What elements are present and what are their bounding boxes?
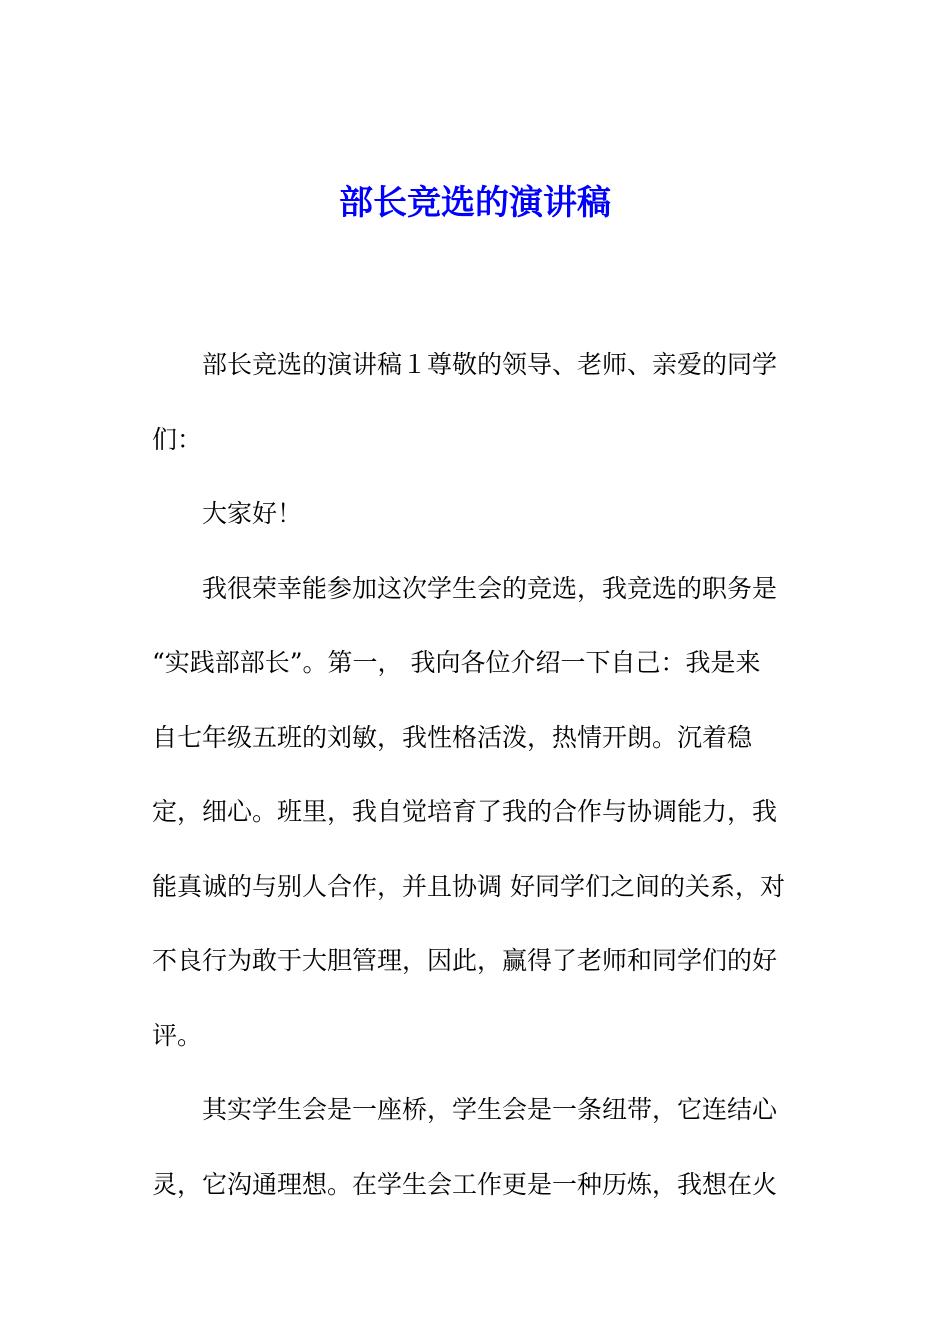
text-line: “实践部部长”。第一， 我向各位介绍一下自己：我是来	[152, 648, 761, 677]
paragraph	[152, 328, 802, 477]
text-line: 评。	[152, 1020, 203, 1050]
page-title: 部长竞选的演讲稿	[339, 183, 611, 223]
text-line: 们：	[152, 424, 203, 454]
document-body	[152, 328, 802, 1222]
text-line: 灵，它沟通理想。在学生会工作更是一种历炼，我想在火	[152, 1169, 778, 1199]
paragraph	[152, 1073, 802, 1222]
text-line: 定，细心。班里，我自觉培育了我的合作与协调能力，我	[152, 797, 778, 826]
text-line: 不良行为敢于大胆管理，因此，赢得了老师和同学们的好	[152, 946, 778, 975]
text-line: 自七年级五班的刘敏，我性格活泼，热情开朗。沉着稳	[152, 722, 753, 752]
paragraph	[152, 552, 802, 1074]
text-line: 大家好！	[202, 499, 303, 528]
text-line: 其实学生会是一座桥，学生会是一条纽带，它连结心	[202, 1095, 778, 1124]
text-line: 部长竞选的演讲稿１尊敬的领导、老师、亲爱的同学	[202, 350, 778, 379]
text-line: 我很荣幸能参加这次学生会的竞选，我竞选的职务是	[202, 573, 778, 603]
paragraph	[152, 477, 802, 552]
text-line: 能真诚的与别人合作，并且协调 好同学们之间的关系，对	[152, 871, 785, 901]
